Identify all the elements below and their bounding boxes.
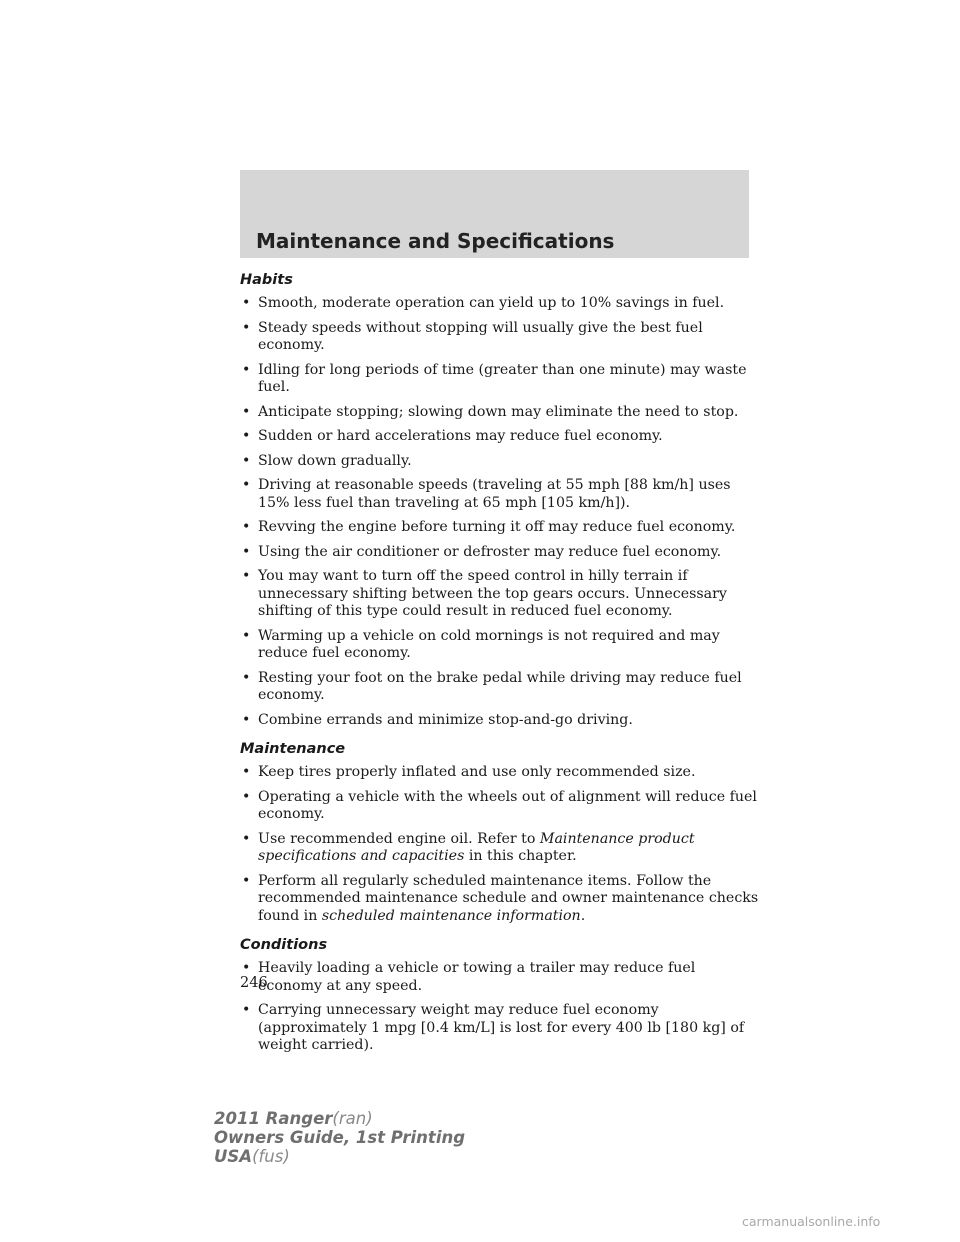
bullet-icon: • <box>242 788 251 805</box>
section-heading-habits: Habits <box>240 272 293 288</box>
cross-reference: scheduled maintenance information <box>321 907 581 924</box>
bullet-icon: • <box>242 872 251 889</box>
maintenance-list <box>240 764 760 925</box>
list-item: • Perform all regularly scheduled maintenance items. Follow the recommended maintenance schedule and owner maintenance checks found in scheduled maintenance information. <box>242 872 759 924</box>
conditions-list <box>240 960 760 1055</box>
print-footer <box>214 1109 465 1166</box>
bullet-icon: • <box>242 319 251 336</box>
list-item: • Steady speeds without stopping will usually give the best fuel economy. <box>242 319 703 353</box>
list-item: • Carrying unnecessary weight may reduce fuel economy (approximately 1 mpg [0.4 km/L] is lost for every 400 lb [180 kg] of weight carried). <box>242 1002 745 1053</box>
list-item: • Smooth, moderate operation can yield up to 10% savings in fuel. <box>242 295 725 311</box>
bullet-icon: • <box>242 764 251 780</box>
bullet-icon: • <box>242 830 251 847</box>
list-item: • Resting your foot on the brake pedal while driving may reduce fuel economy. <box>242 669 742 703</box>
list-item: • Slow down gradually. <box>242 452 412 469</box>
section-heading-maintenance: Maintenance <box>240 741 346 757</box>
list-item: • Heavily loading a vehicle or towing a trailer may reduce fuel economy at any speed. <box>242 960 696 994</box>
list-item: • Operating a vehicle with the wheels out of alignment will reduce fuel economy. <box>242 788 757 822</box>
list-item: • Use recommended engine oil. Refer to Maintenance product specifications and capacities in this chapter. <box>242 830 695 864</box>
list-item: • Idling for long periods of time (greater than one minute) may waste fuel. <box>242 361 747 395</box>
bullet-icon: • <box>242 1002 251 1018</box>
watermark: carmanualsonline.info <box>742 1214 881 1229</box>
bullet-icon: • <box>242 519 251 535</box>
bullet-icon: • <box>242 361 251 378</box>
list-item: • Anticipate stopping; slowing down may eliminate the need to stop. <box>242 403 739 420</box>
page-content <box>240 270 760 1055</box>
bullet-icon: • <box>242 428 251 444</box>
bullet-icon: • <box>242 543 251 560</box>
page-title: Maintenance and Specifications <box>256 229 615 253</box>
bullet-icon: • <box>242 669 251 686</box>
bullet-icon: • <box>242 711 251 728</box>
page-number: 246 <box>240 975 268 991</box>
footer-model-line: 2011 Ranger(ran) <box>214 1109 373 1128</box>
bullet-icon: • <box>242 403 251 420</box>
bullet-icon: • <box>242 452 251 469</box>
footer-market-line: USA(fus) <box>214 1147 290 1166</box>
bullet-icon: • <box>242 477 251 493</box>
bullet-icon: • <box>242 960 251 976</box>
bullet-icon: • <box>242 295 251 311</box>
bullet-icon: • <box>242 627 251 644</box>
list-item: • Revving the engine before turning it off may reduce fuel economy. <box>242 519 736 535</box>
list-item: • You may want to turn off the speed control in hilly terrain if unnecessary shifting between the top gears occurs. Unnecessary shifting of this type could result in reduced fuel economy. <box>242 568 727 619</box>
bullet-icon: • <box>242 568 251 584</box>
cross-reference: Maintenance product specifications and capacities <box>258 830 695 864</box>
list-item: • Sudden or hard accelerations may reduce fuel economy. <box>242 428 663 444</box>
list-item: • Warming up a vehicle on cold mornings is not required and may reduce fuel economy. <box>242 627 720 661</box>
list-item: • Using the air conditioner or defroster may reduce fuel economy. <box>242 543 722 560</box>
section-heading-conditions: Conditions <box>240 937 328 953</box>
list-item: • Keep tires properly inflated and use only recommended size. <box>242 764 696 780</box>
habits-list <box>240 295 760 729</box>
list-item: • Combine errands and minimize stop-and-go driving. <box>242 711 633 728</box>
list-item: • Driving at reasonable speeds (traveling at 55 mph [88 km/h] uses 15% less fuel than traveling at 65 mph [105 km/h]). <box>242 477 731 511</box>
footer-guide-line: Owners Guide, 1st Printing <box>214 1128 466 1147</box>
